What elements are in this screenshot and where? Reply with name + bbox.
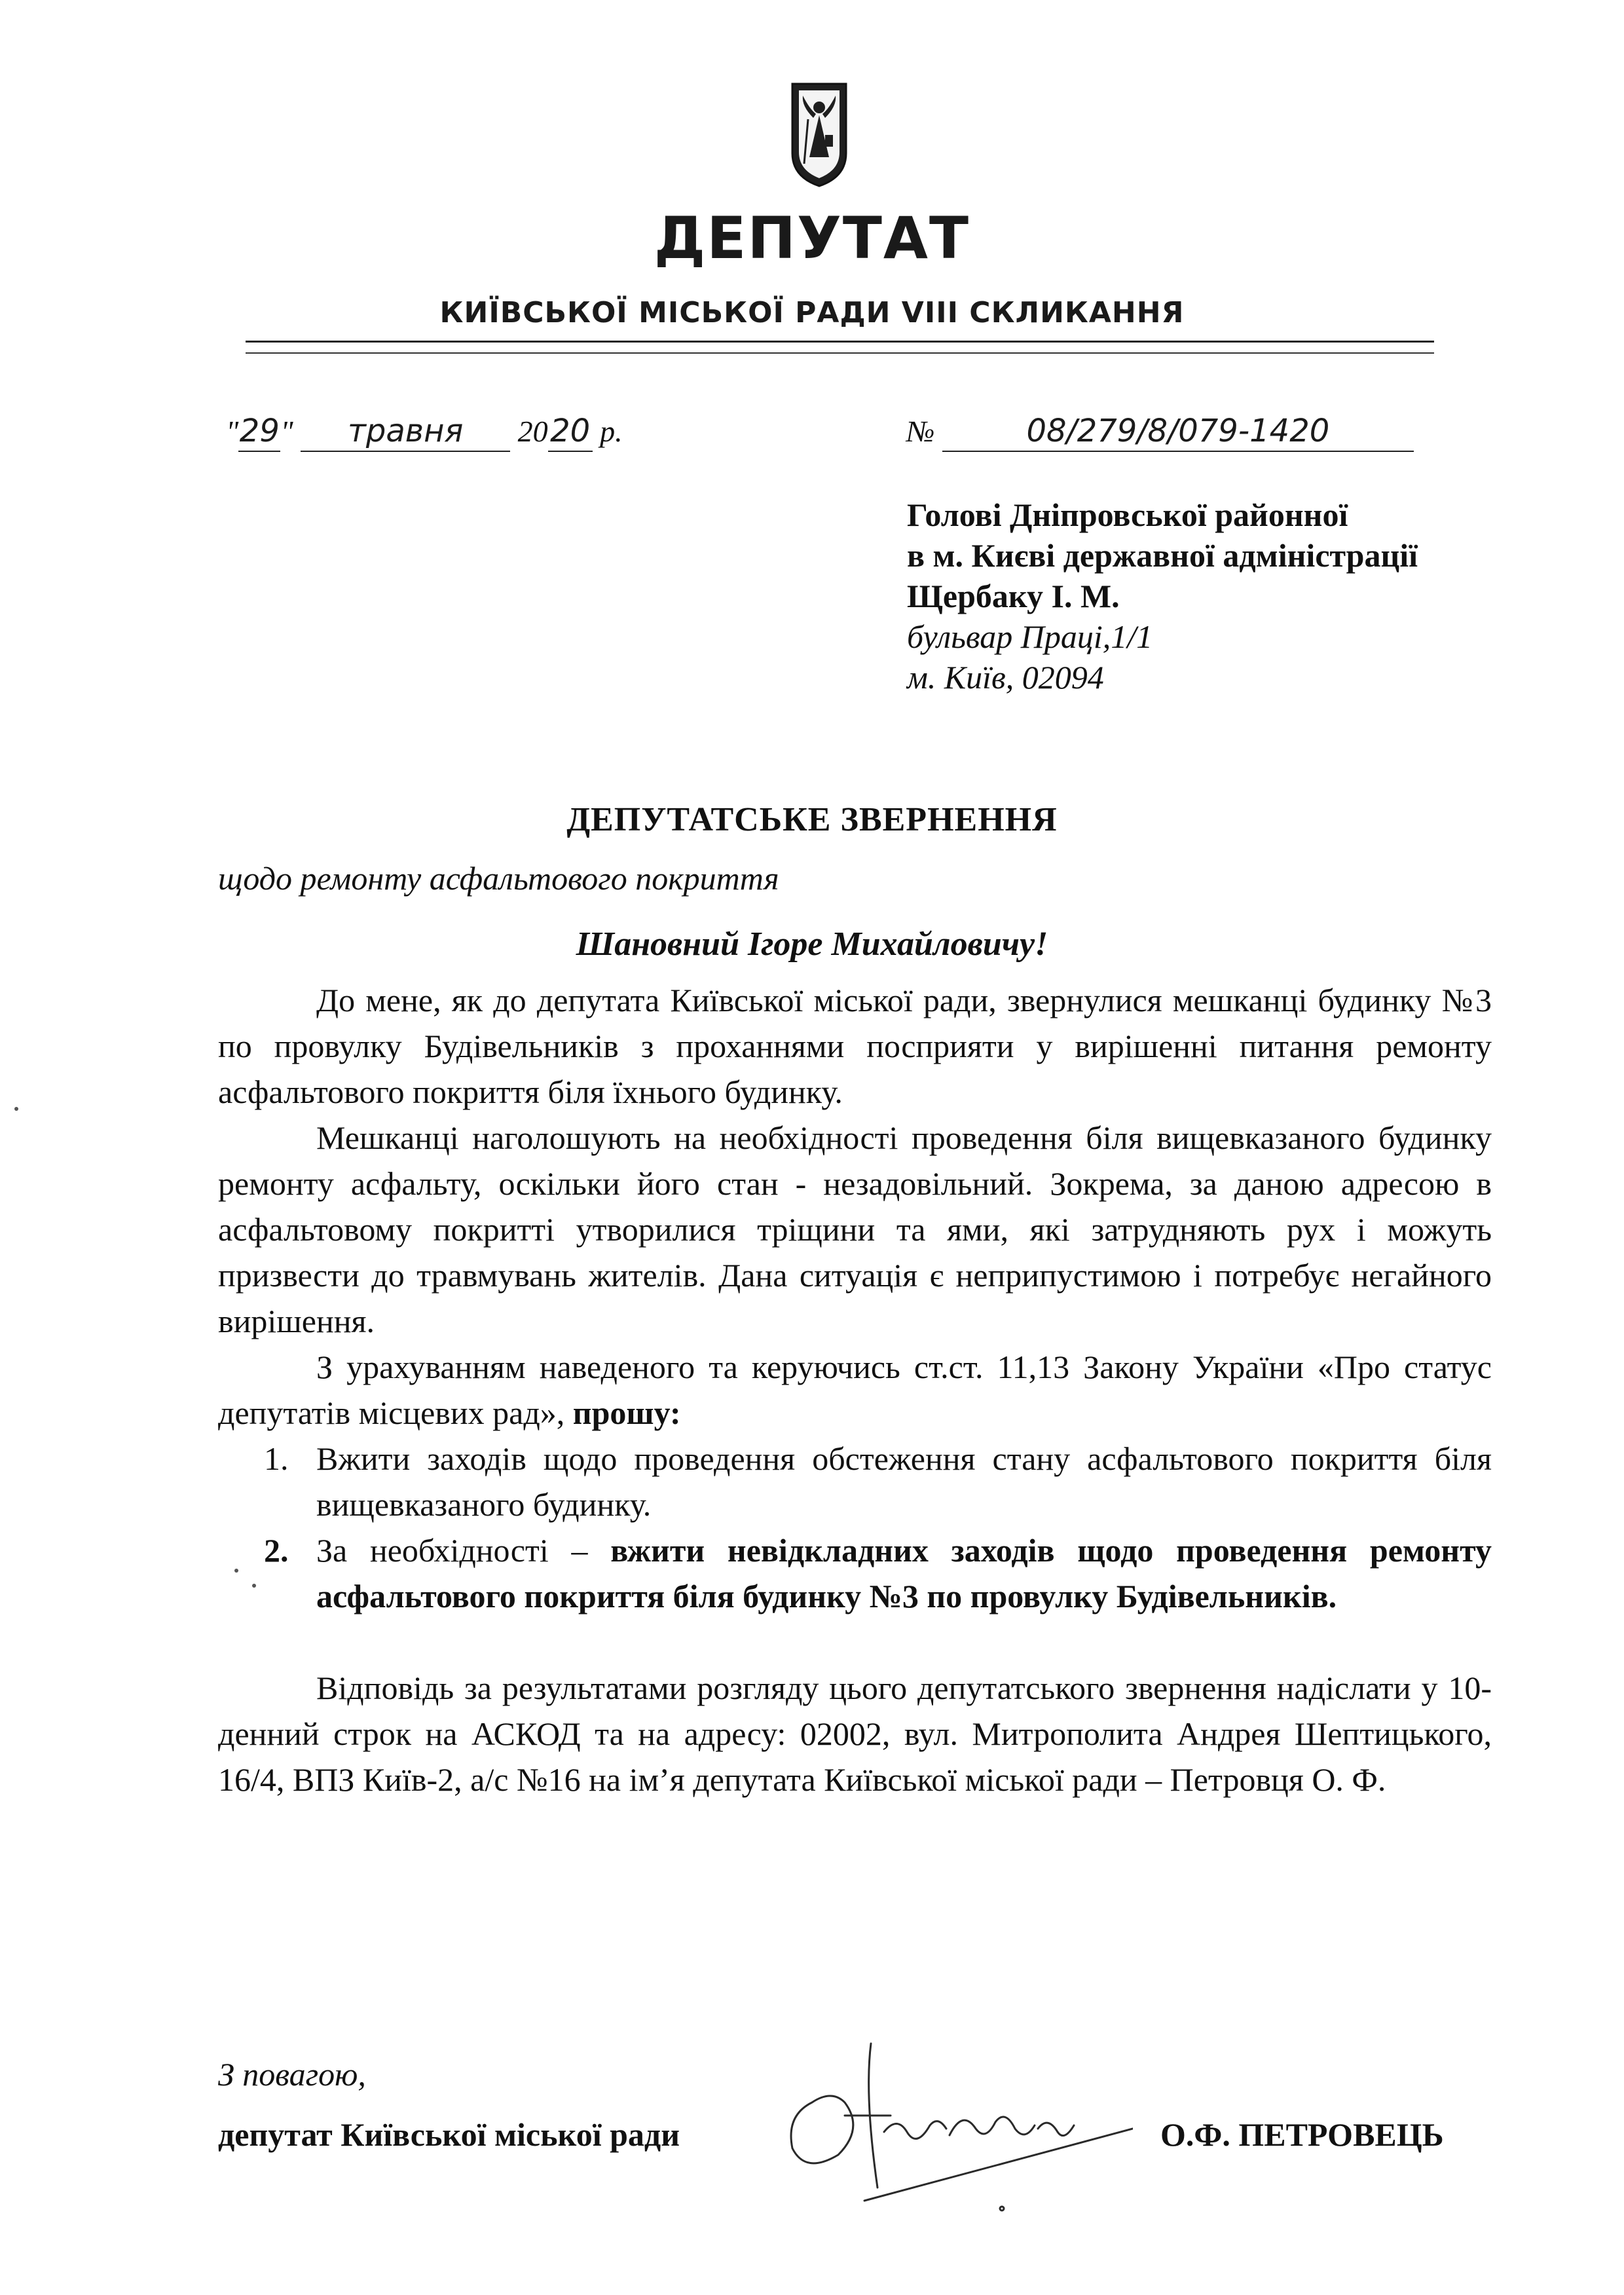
paragraph-2: Мешканці наголошують на необхідності проведення біля вищевказаного будинку ремонту асфальту, оскільки його стан - незадовільний. Зокрема, за даною адресою в асфальтовому покритті утворилися тріщини та ями, які затрудняють рух і можуть призвести до травмувань жителів. Дана ситуація є неприпустимою і потребує негайного вирішення. (218, 1119, 1492, 1339)
coat-of-arms-emblem (790, 80, 849, 189)
date-close-quote: " (280, 415, 293, 448)
document-subject: щодо ремонту асфальтового покриття (218, 860, 779, 897)
paragraph-3 (218, 1344, 1492, 1436)
reg-number-value: 08/279/8/079-1420 (942, 411, 1414, 452)
addressee-line-2: в м. Києві державної адміністрації (907, 537, 1418, 574)
date-year-prefix: 20 (517, 415, 548, 448)
closing-position: депутат Київської міської ради (218, 2116, 680, 2153)
list-item-text: Вжити заходів щодо проведення обстеження стану асфальтового покриття біля вищевказаного будинку. (316, 1440, 1492, 1523)
date-day: 29 (238, 411, 280, 452)
paragraph-3-text: З урахуванням наведеного та керуючись ст.ст. 11,13 Закону України «Про статус депутатів місцевих рад», (218, 1349, 1492, 1431)
addressee-block (907, 494, 1418, 698)
document-title: ДЕПУТАТСЬКЕ ЗВЕРНЕННЯ (566, 801, 1058, 838)
paragraph-4: Відповідь за результатами розгляду цього депутатського звернення надіслати у 10-денний строк на АСКОД та на адресу: 02002, вул. Митрополита Андрея Шептицького, 16/4, ВПЗ Київ-2, а/с №16 на ім’я депутата Київської міської ради – Петровця О. Ф. (218, 1670, 1492, 1798)
addressee-line-1: Голові Дніпровської районної (907, 496, 1348, 533)
letterhead-subtitle: КИЇВСЬКОЇ МІСЬКОЇ РАДИ VIII СКЛИКАННЯ (439, 296, 1185, 329)
letterhead-rule-bottom (246, 352, 1434, 354)
date-open-quote: " (226, 415, 239, 448)
list-item-number: 2. (264, 1532, 289, 1569)
list-item (218, 1436, 1492, 1527)
date-month: травня (301, 411, 510, 452)
list-item (218, 1527, 1492, 1619)
handwritten-signature (766, 2017, 1133, 2227)
letterhead-title: ДЕПУТАТ (654, 204, 970, 272)
date-year-mark: р. (600, 415, 623, 448)
greeting: Шановний Ігоре Михайловичу! (576, 925, 1048, 963)
list-item-bold-text: вжити невідкладних заходів щодо проведення ремонту асфальтового покриття біля будинку №3 по провулку Будівельників. (316, 1532, 1492, 1614)
request-list (218, 1436, 1492, 1619)
scan-speck (14, 1107, 18, 1111)
scan-speck (234, 1569, 238, 1573)
addressee-street: бульвар Праці,1/1 (907, 618, 1153, 655)
closing-regards: З повагою, (218, 2056, 366, 2093)
reg-number-label: № (906, 415, 935, 448)
letter-body (218, 977, 1492, 1802)
letterhead-rule-top (246, 341, 1434, 343)
list-item-text: За необхідності – (316, 1532, 611, 1569)
signatory-name: О.Ф. ПЕТРОВЕЦЬ (1160, 2116, 1444, 2153)
date-year-suffix: 20 (548, 411, 593, 452)
addressee-line-3: Щербаку І. М. (907, 578, 1120, 614)
addressee-city: м. Київ, 02094 (907, 659, 1104, 696)
paragraph-1: До мене, як до депутата Київської міської ради, звернулися мешканці будинку №3 по провулку Будівельників з проханнями посприяти у вирішенні питання ремонту асфальтового покриття біля їхнього будинку. (218, 982, 1492, 1110)
date-line (226, 411, 623, 452)
registration-number (906, 411, 1414, 452)
scan-speck (252, 1584, 256, 1588)
paragraph-3-request: прошу: (572, 1394, 681, 1431)
list-item-number: 1. (264, 1440, 289, 1477)
